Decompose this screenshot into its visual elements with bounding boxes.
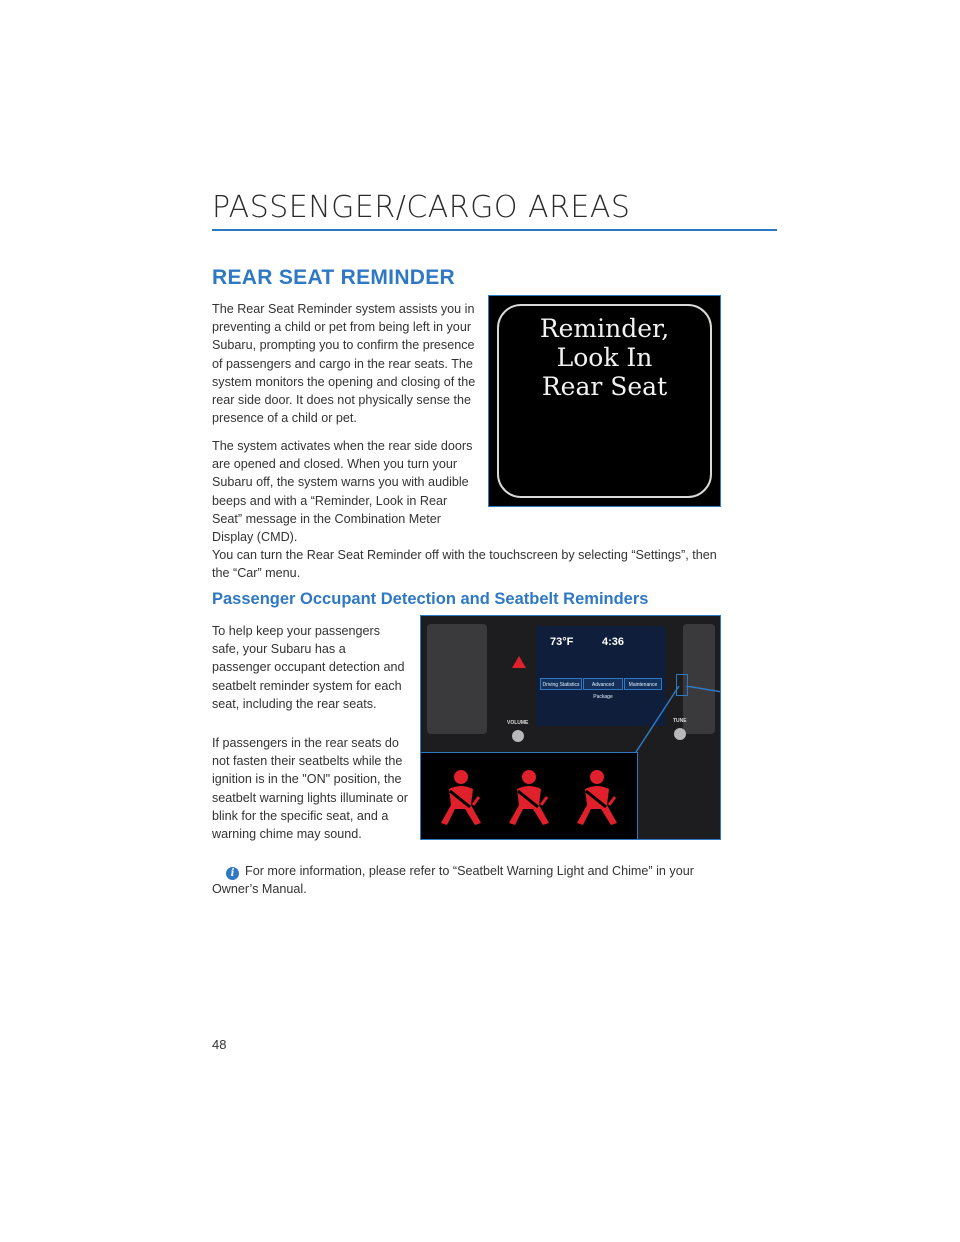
tab-driving-statistics: Driving Statistics	[540, 678, 582, 690]
rear-seat-paragraph-1: The Rear Seat Reminder system assists you in preventing a child or pet from being left in your Subaru, prompting you to confirm the presence of passengers and cargo in the rear seats. The system monitors the opening and closing of the rear side door. It does not physically sense the presence of a child or pet.	[212, 302, 476, 426]
occupant-paragraph-2: If passengers in the rear seats do not fasten their seatbelts while the ignition is in the "ON" position, the seatbelt warning lights illuminate or blink for the specific seat, and a warning chime may sound.	[212, 736, 409, 842]
seatbelt-warning-icon	[433, 767, 489, 829]
reminder-display-text: Reminder, Look In Rear Seat	[539, 314, 670, 401]
info-note	[212, 862, 732, 898]
tune-label: TUNE	[673, 718, 687, 724]
occupant-title: Passenger Occupant Detection and Seatbelt Reminders	[212, 590, 649, 608]
screen-clock: 4:36	[602, 636, 625, 648]
tab-advanced-package: Advanced Package	[583, 678, 623, 690]
seatbelt-warning-icon	[501, 767, 557, 829]
rear-seat-title: REAR SEAT REMINDER	[212, 266, 456, 289]
occupant-paragraph-1: To help keep your passengers safe, your Subaru has a passenger occupant detection and seatbelt reminder system for each seat, including the rear seats.	[212, 624, 405, 711]
left-vent	[427, 624, 487, 734]
rear-seat-paragraph-3: You can turn the Rear Seat Reminder off with the touchscreen by selecting “Settings”, then the “Car” menu.	[212, 548, 717, 581]
volume-knob	[512, 730, 524, 742]
seatbelt-warning-icon	[569, 767, 625, 829]
info-icon: i	[226, 867, 239, 880]
dashboard-photo	[420, 615, 721, 840]
reminder-display-image	[488, 295, 721, 507]
volume-label: VOLUME	[507, 720, 529, 726]
callout-lines	[634, 686, 721, 756]
screen-temperature: 73°F	[550, 636, 574, 648]
tab-maintenance: Maintenance	[624, 678, 662, 690]
info-note-text: For more information, please refer to “Seatbelt Warning Light and Chime” in your Owner’s Manual.	[212, 864, 694, 897]
hazard-icon	[512, 656, 526, 668]
rear-seat-paragraph-2: The system activates when the rear side doors are opened and closed. When you turn your Subaru off, the system warns you with audible beeps and with a “Reminder, Look in Rear Seat” message in the Combination Meter Display (CMD).	[212, 439, 473, 545]
page-number: 48	[212, 1037, 227, 1052]
header-rule	[212, 229, 777, 231]
seatbelt-warning-panel	[421, 752, 638, 840]
section-header: PASSENGER/CARGO AREAS	[212, 190, 631, 225]
